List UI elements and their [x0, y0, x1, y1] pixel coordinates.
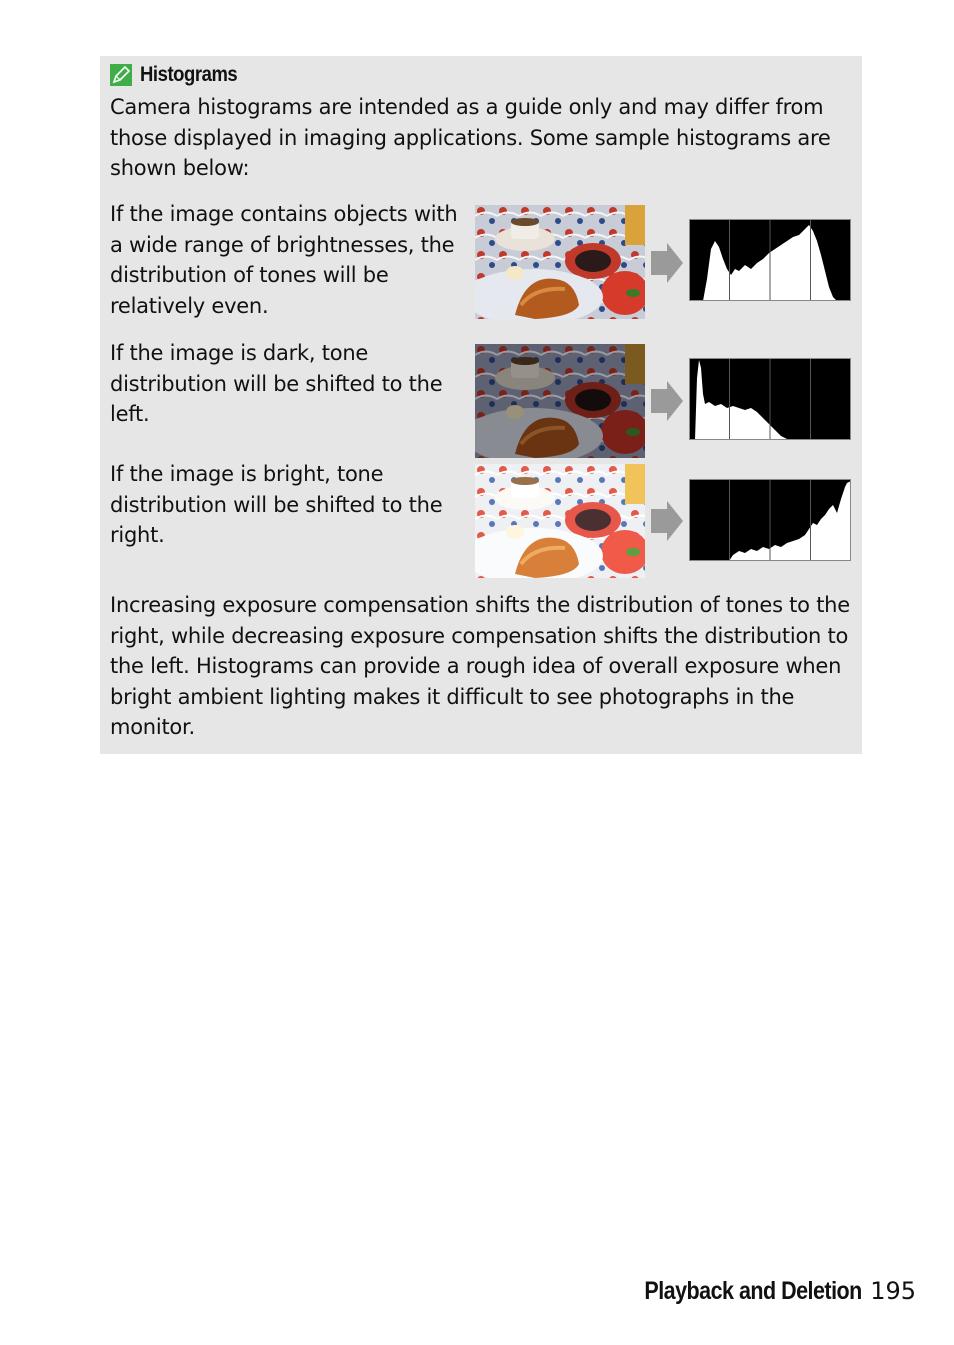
footer-section-title: Playback and Deletion — [644, 1277, 863, 1305]
pencil-icon — [110, 64, 132, 86]
page-number: 195 — [870, 1277, 916, 1305]
arrow-right-icon — [649, 381, 685, 421]
histogram-bright — [689, 479, 851, 561]
row-even-text: If the image contains objects with a wide range of brightnesses, the distribution of tones will be relatively even. — [110, 202, 458, 318]
note-outro: Increasing exposure compensation shifts the distribution of tones to the right, while decreasing exposure compensation shifts the distribution to the left. Histograms can provide a rough idea of overall exposure when bright ambient lighting makes it difficult to see photographs in the monitor. — [110, 593, 850, 739]
row-bright-text: If the image is bright, tone distribution will be shifted to the right. — [110, 462, 443, 547]
note-header — [110, 62, 251, 88]
sample-photo-bright — [475, 464, 645, 578]
histogram-dark — [689, 358, 851, 440]
arrow-right-icon — [649, 243, 685, 283]
page-footer — [609, 1277, 916, 1306]
note-intro: Camera histograms are intended as a guide only and may differ from those displayed in imaging applications. Some sample histograms are shown below: — [110, 95, 831, 180]
row-dark-text: If the image is dark, tone distribution will be shifted to the left. — [110, 341, 443, 426]
note-title: Histograms — [140, 63, 238, 86]
sample-photo-normal — [475, 205, 645, 319]
histogram-even — [689, 219, 851, 301]
sample-photo-dark — [475, 344, 645, 458]
arrow-right-icon — [649, 501, 685, 541]
note-box — [100, 56, 862, 754]
